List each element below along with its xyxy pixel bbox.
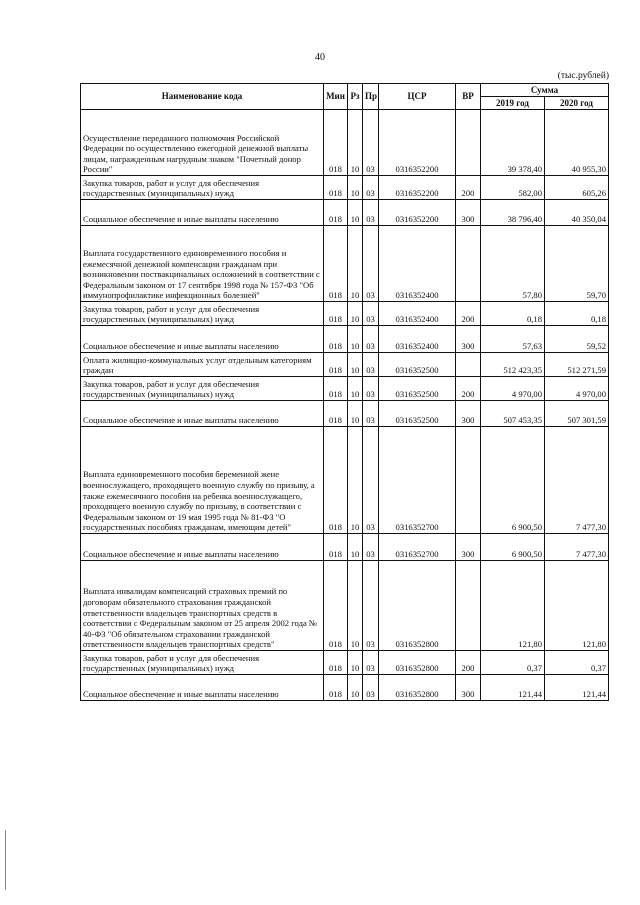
row-min: 018 (324, 110, 348, 176)
unit-label: (тыс.рублей) (557, 71, 609, 81)
row-rz: 10 (348, 176, 363, 200)
row-2020: 605,26 (545, 176, 609, 200)
row-rz: 10 (348, 377, 363, 401)
row-min: 018 (324, 651, 348, 675)
row-rz: 10 (348, 534, 363, 561)
row-rz: 10 (348, 200, 363, 226)
row-name: Закупка товаров, работ и услуг для обеспечения государственных (муниципальных) нужд (81, 302, 324, 326)
row-name: Закупка товаров, работ и услуг для обеспечения государственных (муниципальных) нужд (81, 176, 324, 200)
row-name: Выплата государственного единовременного пособия и ежемесячной денежной компенсации гражданам при возникновении поствакцинальных осложнений в соответствии с Федеральным законом от 17 сентября 1998 года № 157-ФЗ "Об иммунопрофилактике инфекционных болезней" (81, 226, 324, 302)
row-pr: 03 (363, 561, 379, 651)
table-row (81, 651, 609, 675)
row-pr: 03 (363, 110, 379, 176)
row-csr: 0316352500 (379, 353, 456, 377)
row-vr (456, 110, 481, 176)
row-2020: 40 350,04 (545, 200, 609, 226)
row-vr (456, 226, 481, 302)
row-csr: 0316352200 (379, 200, 456, 226)
row-pr: 03 (363, 176, 379, 200)
row-csr: 0316352800 (379, 675, 456, 701)
row-2020: 4 970,00 (545, 377, 609, 401)
row-csr: 0316352200 (379, 110, 456, 176)
table-row (81, 302, 609, 326)
row-vr (456, 561, 481, 651)
row-vr: 300 (456, 326, 481, 353)
row-csr: 0316352800 (379, 651, 456, 675)
row-vr: 300 (456, 200, 481, 226)
row-vr: 200 (456, 176, 481, 200)
row-2020: 121,44 (545, 675, 609, 701)
row-2019: 0,18 (481, 302, 545, 326)
row-csr: 0316352500 (379, 401, 456, 427)
row-min: 018 (324, 226, 348, 302)
header-pr: Пр (363, 84, 379, 110)
table-row (81, 176, 609, 200)
row-2019: 38 796,40 (481, 200, 545, 226)
row-min: 018 (324, 302, 348, 326)
row-2020: 121,80 (545, 561, 609, 651)
header-2020: 2020 год (545, 97, 609, 110)
row-min: 018 (324, 401, 348, 427)
row-rz: 10 (348, 326, 363, 353)
row-2019: 4 970,00 (481, 377, 545, 401)
row-min: 018 (324, 377, 348, 401)
row-vr (456, 427, 481, 534)
row-rz: 10 (348, 226, 363, 302)
row-vr: 200 (456, 302, 481, 326)
row-vr (456, 353, 481, 377)
table-row (81, 675, 609, 701)
row-pr: 03 (363, 651, 379, 675)
table-row (81, 534, 609, 561)
row-2019: 0,37 (481, 651, 545, 675)
row-2020: 507 301,59 (545, 401, 609, 427)
row-rz: 10 (348, 651, 363, 675)
row-vr: 300 (456, 675, 481, 701)
row-name: Выплата единовременного пособия беременной жене военнослужащего, проходящего военную службу по призыву, а также ежемесячного пособия на ребенка военнослужащего, проходящего военную службу по призыву, в соответствии с Федеральным законом от 19 мая 1995 года № 81-ФЗ "О государственных пособиях гражданам, имеющим детей" (81, 427, 324, 534)
row-name: Социальное обеспечение и иные выплаты населению (81, 200, 324, 226)
row-name: Закупка товаров, работ и услуг для обеспечения государственных (муниципальных) нужд (81, 377, 324, 401)
row-2019: 507 453,35 (481, 401, 545, 427)
table-row (81, 377, 609, 401)
row-pr: 03 (363, 427, 379, 534)
row-2019: 6 900,50 (481, 534, 545, 561)
row-rz: 10 (348, 561, 363, 651)
row-name: Оплата жилищно-коммунальных услуг отдельным категориям граждан (81, 353, 324, 377)
row-vr: 200 (456, 651, 481, 675)
header-csr: ЦСР (379, 84, 456, 110)
row-min: 018 (324, 534, 348, 561)
row-2020: 7 477,30 (545, 427, 609, 534)
header-rz: Рз (348, 84, 363, 110)
row-csr: 0316352400 (379, 326, 456, 353)
table-row (81, 226, 609, 302)
table-row (81, 326, 609, 353)
row-min: 018 (324, 326, 348, 353)
header-name: Наименование кода (81, 84, 324, 110)
row-vr: 200 (456, 377, 481, 401)
row-vr: 300 (456, 534, 481, 561)
row-min: 018 (324, 176, 348, 200)
row-min: 018 (324, 427, 348, 534)
row-2019: 57,80 (481, 226, 545, 302)
row-2020: 7 477,30 (545, 534, 609, 561)
row-name: Социальное обеспечение и иные выплаты населению (81, 534, 324, 561)
row-name: Социальное обеспечение и иные выплаты населению (81, 675, 324, 701)
table-row (81, 353, 609, 377)
row-pr: 03 (363, 226, 379, 302)
row-csr: 0316352700 (379, 427, 456, 534)
row-csr: 0316352500 (379, 377, 456, 401)
row-csr: 0316352800 (379, 561, 456, 651)
table-row (81, 427, 609, 534)
row-rz: 10 (348, 353, 363, 377)
row-pr: 03 (363, 302, 379, 326)
row-vr: 300 (456, 401, 481, 427)
row-rz: 10 (348, 302, 363, 326)
row-name: Социальное обеспечение и иные выплаты населению (81, 326, 324, 353)
row-2019: 512 423,35 (481, 353, 545, 377)
row-2019: 582,00 (481, 176, 545, 200)
page-number: 40 (315, 52, 325, 63)
row-pr: 03 (363, 326, 379, 353)
row-2019: 121,80 (481, 561, 545, 651)
row-csr: 0316352700 (379, 534, 456, 561)
table-row (81, 110, 609, 176)
row-csr: 0316352400 (379, 226, 456, 302)
row-2019: 121,44 (481, 675, 545, 701)
row-min: 018 (324, 200, 348, 226)
header-min: Мин (324, 84, 348, 110)
row-2019: 6 900,50 (481, 427, 545, 534)
row-rz: 10 (348, 110, 363, 176)
row-pr: 03 (363, 377, 379, 401)
row-2020: 40 955,30 (545, 110, 609, 176)
row-pr: 03 (363, 200, 379, 226)
row-min: 018 (324, 353, 348, 377)
table-row (81, 200, 609, 226)
row-name: Осуществление переданного полномочия Российской Федерации по осуществлению ежегодной денежной выплаты лицам, награжденным нагрудным знаком "Почетный донор России" (81, 110, 324, 176)
row-2019: 57,63 (481, 326, 545, 353)
row-pr: 03 (363, 353, 379, 377)
budget-table (80, 83, 609, 701)
table-row (81, 561, 609, 651)
header-vr: ВР (456, 84, 481, 110)
scan-edge-mark (5, 830, 8, 890)
row-rz: 10 (348, 427, 363, 534)
row-2020: 512 271,59 (545, 353, 609, 377)
row-csr: 0316352200 (379, 176, 456, 200)
row-2019: 39 378,40 (481, 110, 545, 176)
table-row (81, 401, 609, 427)
row-2020: 59,70 (545, 226, 609, 302)
row-2020: 0,18 (545, 302, 609, 326)
header-sum: Сумма (481, 84, 609, 97)
row-min: 018 (324, 561, 348, 651)
row-pr: 03 (363, 675, 379, 701)
row-rz: 10 (348, 675, 363, 701)
row-pr: 03 (363, 534, 379, 561)
row-pr: 03 (363, 401, 379, 427)
header-2019: 2019 год (481, 97, 545, 110)
row-2020: 0,37 (545, 651, 609, 675)
row-2020: 59,52 (545, 326, 609, 353)
row-csr: 0316352400 (379, 302, 456, 326)
row-name: Социальное обеспечение и иные выплаты населению (81, 401, 324, 427)
row-rz: 10 (348, 401, 363, 427)
row-name: Закупка товаров, работ и услуг для обеспечения государственных (муниципальных) нужд (81, 651, 324, 675)
row-min: 018 (324, 675, 348, 701)
row-name: Выплата инвалидам компенсаций страховых премий по договорам обязательного страхования гражданской ответственности владельцев транспортных средств в соответствии с Федеральным законом от 25 апреля 2002 года № 40-ФЗ "Об обязательном страховании гражданской ответственности владельцев транспортных средств" (81, 561, 324, 651)
